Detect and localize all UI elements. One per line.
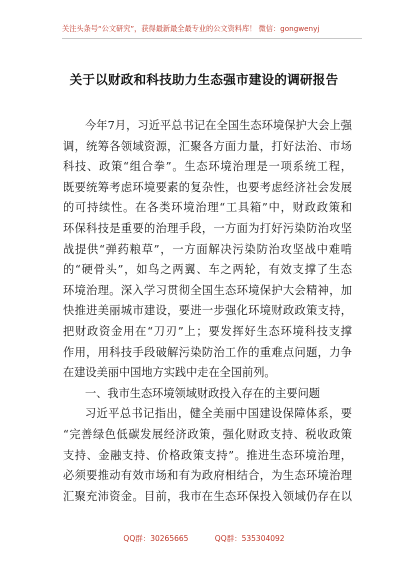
body-line: 必须要推动有效市场和有为政府相结合，为生态环境治理: [63, 469, 352, 483]
body-line: 支持、金融支持、价格政策支持”。推进生态环境治理，: [63, 448, 352, 462]
document-title: 关于以财政和科技助力生态强市建设的调研报告: [69, 72, 339, 87]
body-line: 快推进美丽城市建设，要进一步强化环境财政政策支持，: [63, 304, 352, 318]
header-divider: [62, 38, 362, 39]
footer-qq-group-2: QQ群：535304092: [214, 534, 285, 543]
footer-contacts: [0, 533, 408, 544]
body-line: 汇聚充沛资金。目前，我市在生态环保投入领域仍存在以: [63, 489, 352, 503]
body-line: 科技、政策“组合拳”。生态环境治理是一项系统工程，: [63, 160, 352, 174]
section-heading: 一、我市生态环境领域财政投入存在的主要问题: [85, 386, 320, 400]
body-line: 把财政资金用在“刀刃”上；要发挥好生态环境科技支撑: [63, 324, 352, 338]
body-line: 作用，用科技手段破解污染防治工作的重难点问题，力争: [63, 345, 352, 359]
body-line: 环保科技是重要的治理手段，一方面为打好污染防治攻坚: [63, 221, 352, 235]
body-line: 战提供“弹药粮草”，一方面解决污染防治攻坚战中难啃: [63, 242, 352, 256]
body-line: 习近平总书记指出，健全美丽中国建设保障体系，要: [85, 407, 352, 421]
body-line: 既要统筹考虑环境要素的复杂性，也要考虑经济社会发展: [63, 180, 352, 194]
footer-qq-group-1: QQ群：30265665: [123, 534, 189, 543]
body-line: 的“硬骨头”，如鸟之两翼、车之两轮，有效支撑了生态: [63, 263, 352, 277]
header-banner: 关注头条号“公文研究”，获得最新最全最专业的公文资料库！ 微信：gongwenyj: [62, 24, 320, 33]
body-line: 在建设美丽中国地方实践中走在全国前列。: [63, 366, 276, 380]
document-body: [63, 116, 352, 507]
body-line: 的可持续性。在各类环境治理“工具箱”中，财政政策和: [63, 201, 352, 215]
body-line: “完善绿色低碳发展经济政策，强化财政支持、税收政策: [63, 427, 352, 441]
body-line: 今年7月，习近平总书记在全国生态环境保护大会上强: [85, 119, 352, 132]
body-line: 环境治理。深入学习贯彻全国生态环境保护大会精神，加: [63, 283, 352, 297]
body-line: 调，统筹各领域资源，汇聚各方面力量，打好法治、市场: [63, 139, 352, 153]
